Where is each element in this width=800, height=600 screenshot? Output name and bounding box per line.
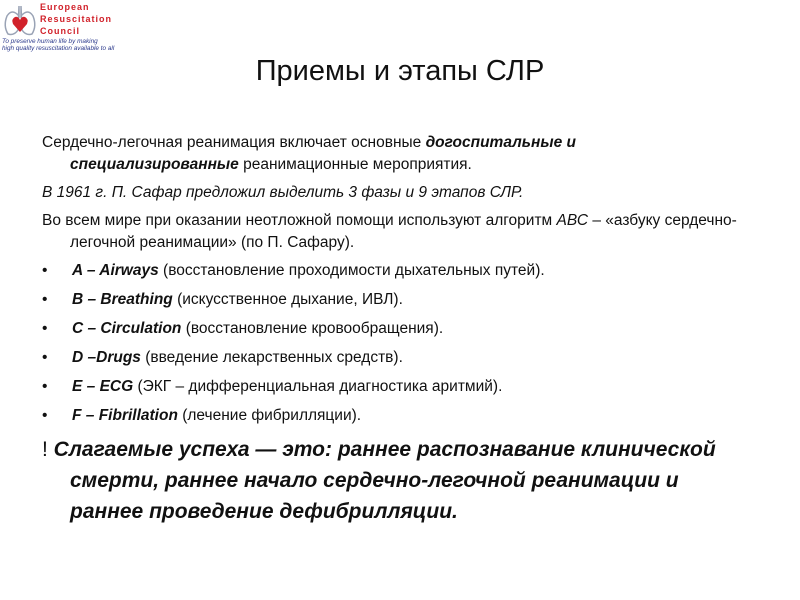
bullet-term: C – Circulation <box>72 320 182 337</box>
logo-tagline-1: To preserve human life by making <box>2 38 98 45</box>
list-item <box>42 289 742 311</box>
paragraph-abc <box>42 210 742 254</box>
bullet-desc: (искусственное дыхание, ИВЛ). <box>172 291 403 308</box>
bullet-desc: (лечение фибрилляции). <box>177 407 362 424</box>
slide-title: Приемы и этапы СЛР <box>255 55 545 87</box>
slide-content <box>42 132 742 548</box>
bullet-desc: (ЭКГ – дифференциальная диагностика аритмий). <box>133 378 503 395</box>
bullet-icon: • <box>42 262 48 279</box>
abc-bullet-list <box>42 260 742 427</box>
bullet-icon: • <box>42 349 48 366</box>
list-item <box>42 376 742 398</box>
success-text: Слагаемые успеха — это: раннее распознавание клинической смерти, раннее начало сердечно-легочной реанимации и раннее проведение дефибрилляции. <box>47 438 716 523</box>
abc-text-a: Во всем мире при оказании неотложной помощи используют алгоритм <box>42 212 557 229</box>
intro-text-c: реанимационные мероприятия. <box>238 156 472 173</box>
list-item <box>42 318 742 340</box>
safar-text: В 1961 г. П. Сафар предложил выделить 3 фазы и 9 этапов СЛР. <box>42 184 524 201</box>
intro-text-a: Сердечно-легочная реанимация включает основные <box>42 134 426 151</box>
paragraph-safar <box>42 182 742 204</box>
list-item <box>42 260 742 282</box>
bullet-desc: (введение лекарственных средств). <box>140 349 403 366</box>
bullet-term: B – Breathing <box>72 291 173 308</box>
bullet-icon: • <box>42 291 48 308</box>
bullet-icon: • <box>42 378 48 395</box>
lungs-heart-icon <box>2 2 38 38</box>
bullet-desc: (восстановление кровообращения). <box>181 320 444 337</box>
bullet-desc: (восстановление проходимости дыхательных путей). <box>158 262 545 279</box>
logo-word-2: esuscitation <box>47 14 113 24</box>
paragraph-intro <box>42 132 742 176</box>
bullet-icon: • <box>42 407 48 424</box>
bullet-term: E – ECG <box>72 378 134 395</box>
bullet-term: F – Fibrillation <box>72 407 178 424</box>
logo-tagline-2: high quality resuscitation available to all <box>2 45 115 52</box>
intro-emphasis: догоспитальные и специализированные <box>70 134 576 173</box>
logo-word-1: uropean <box>47 2 90 12</box>
success-statement <box>42 434 742 527</box>
erc-logo: European Resuscitation Council To preserve human life by making high quality resuscitation available to all <box>2 2 115 52</box>
exclamation-mark: ! <box>42 438 48 461</box>
bullet-icon: • <box>42 320 48 337</box>
list-item <box>42 347 742 369</box>
abc-text-c: – «азбуку сердечно-легочной реанимации» (по П. Сафару). <box>70 212 737 251</box>
list-item <box>42 405 742 427</box>
abc-term: АВС <box>556 212 589 229</box>
bullet-term: D –Drugs <box>72 349 141 366</box>
logo-word-3: ouncil <box>47 26 80 36</box>
bullet-term: A – Airways <box>72 262 159 279</box>
